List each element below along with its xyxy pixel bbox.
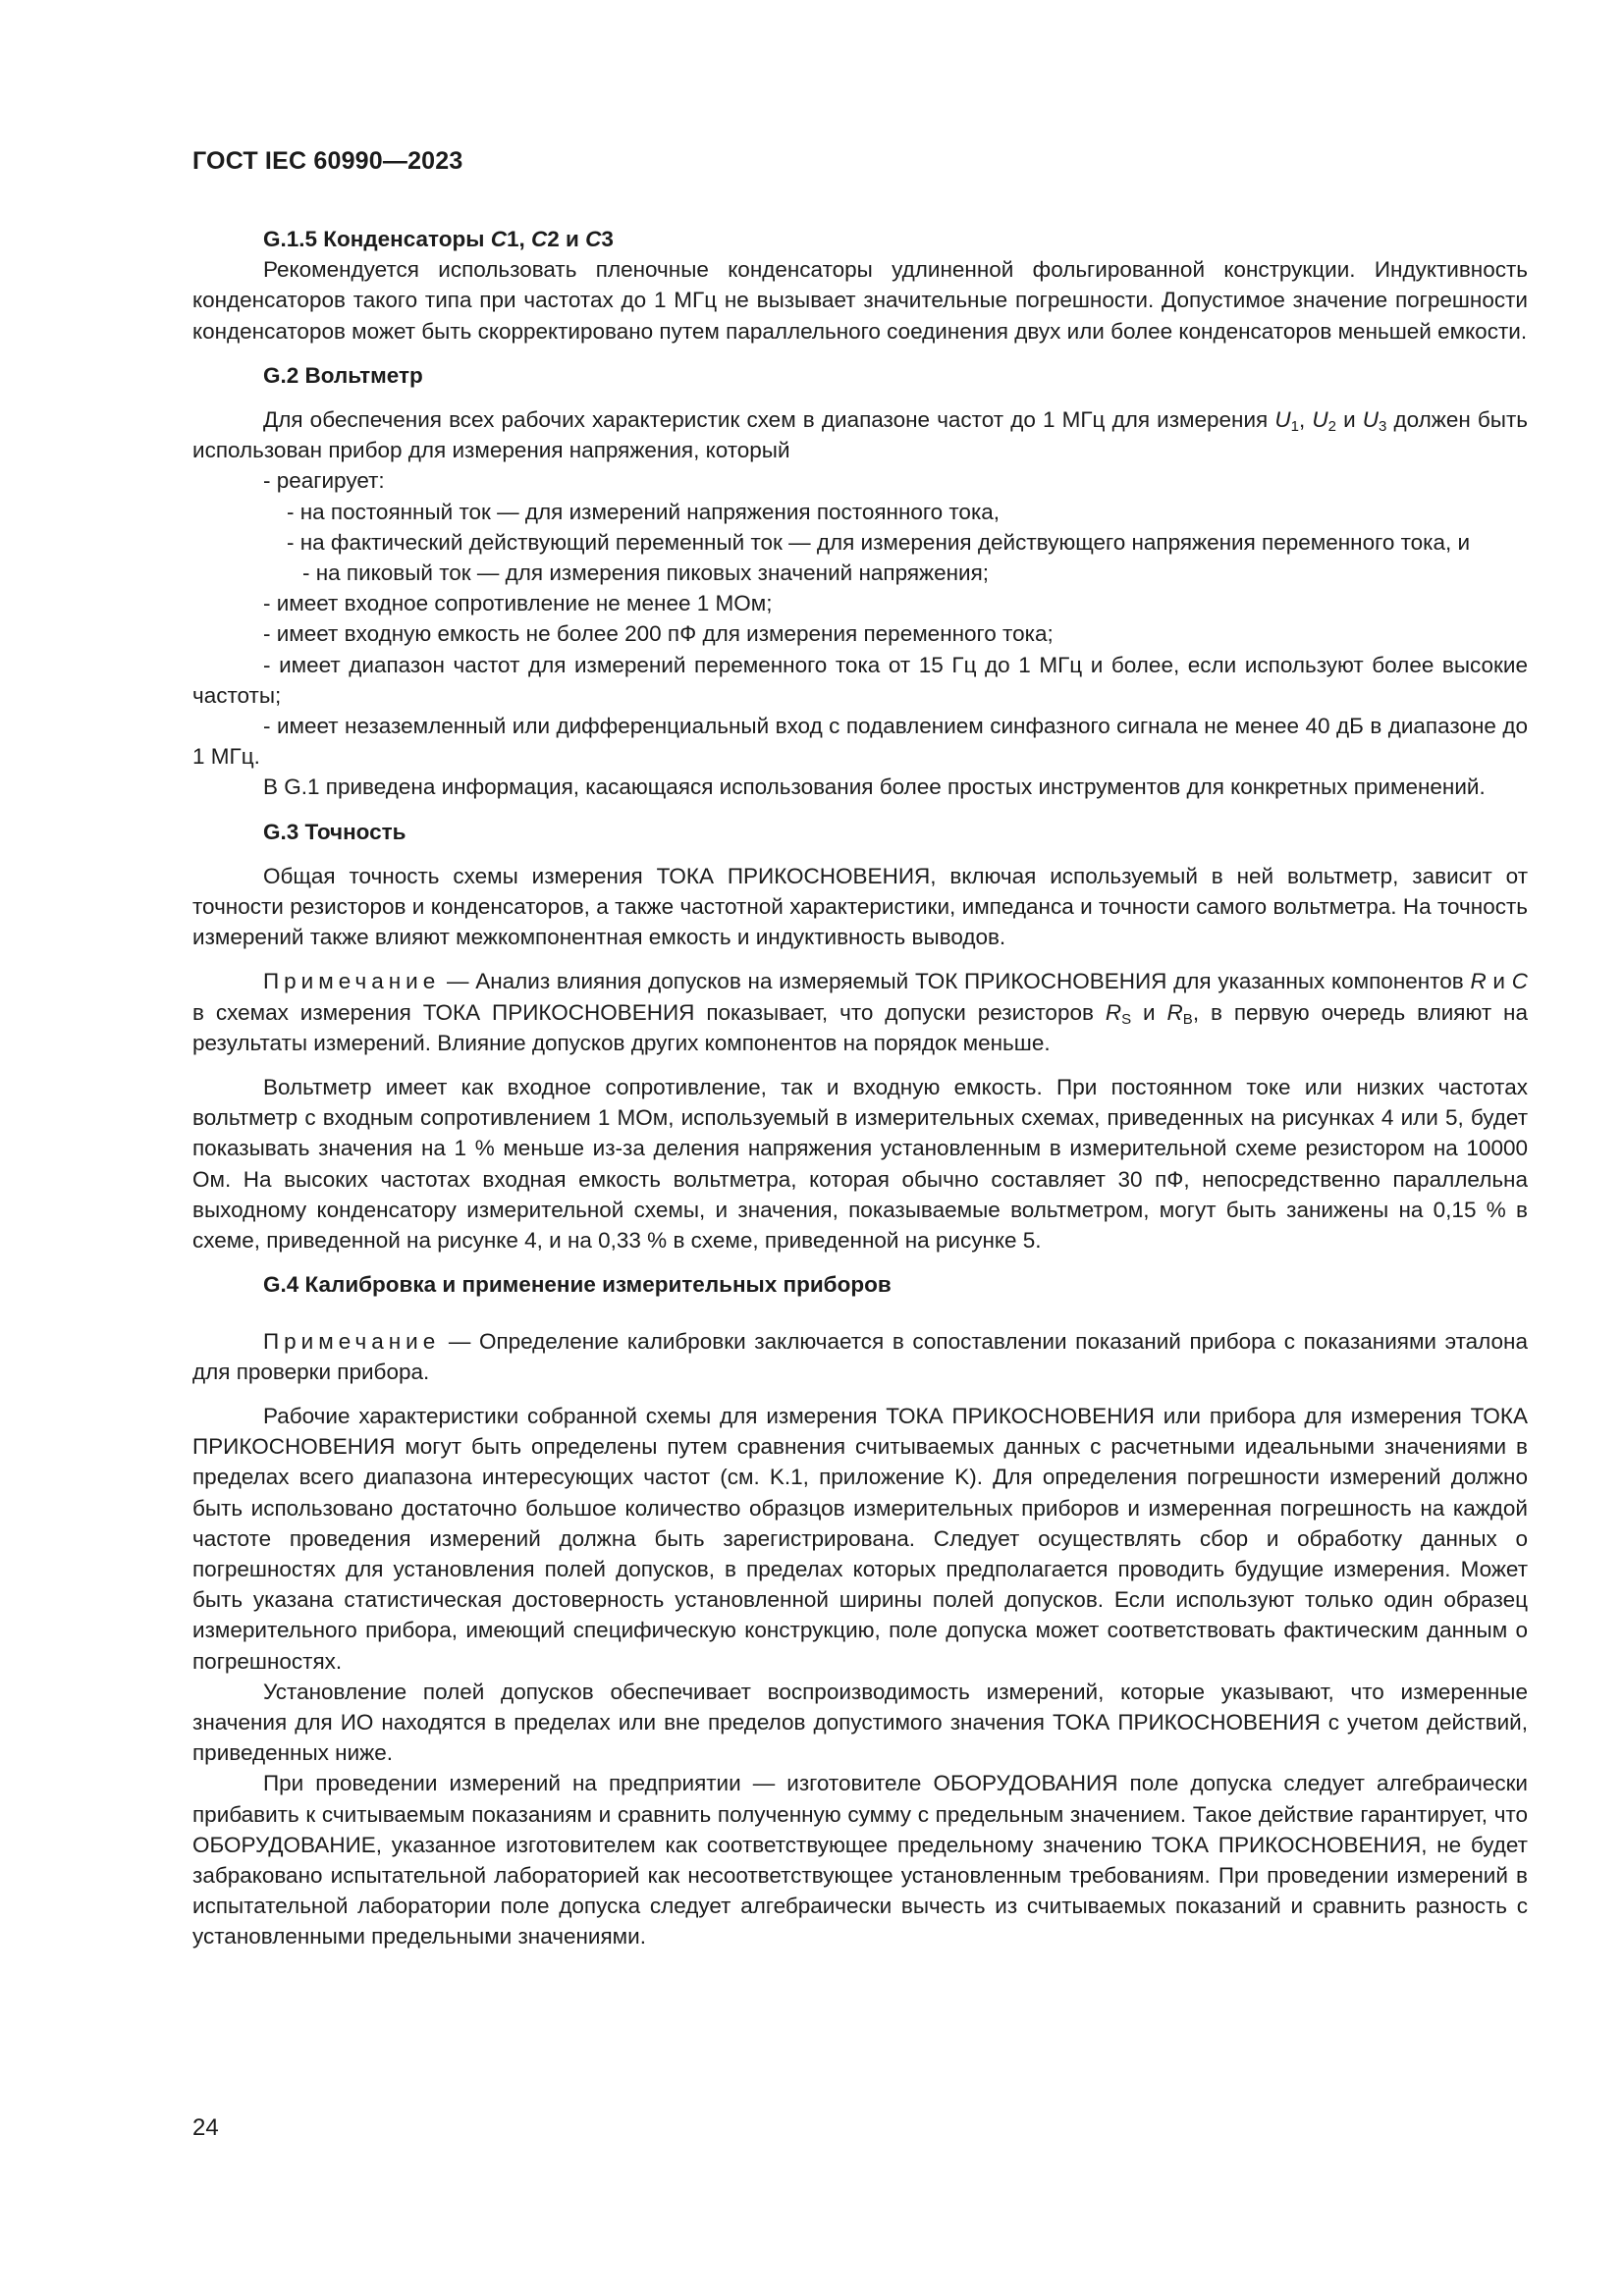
paragraph: Общая точность схемы измерения ТОКА ПРИКОСНОВЕНИЯ, включая используемый в ней вольтметр, зависит от точности резисторов и конденсаторов, а также частотной характеристики, импеданса и точности самого вольтметра. На точность измерений также влияют межкомпонентная емкость и индуктивность выводов.	[192, 863, 1528, 950]
paragraph: Вольтметр имеет как входное сопротивление, так и входную емкость. При постоянном токе или низких частотах вольтметр с входным сопротивлением 1 МОм, используемый в измерительных схемах, приведенных на рисунках 4 или 5, будет показывать значения на 1 % меньше из-за деления напряжения установленным в измерительной схеме резистором на 10000 Ом. На высоких частотах входная емкость вольтметра, которая обычно составляет 30 пФ, непосредственно параллельна выходному конденсатору измерительной схемы, и значения, показываемые вольтметром, могут быть занижены на 0,15 % в схеме, приведенной на рисунке 4, и на 0,33 % в схеме, приведенной на рисунке 5.	[192, 1075, 1528, 1254]
section-heading-g2: G.2 Вольтметр	[263, 362, 423, 388]
note: Примечание — Анализ влияния допусков на измеряемый ТОК ПРИКОСНОВЕНИЯ для указанных компонентов R и C в схемах измерения ТОКА ПРИКОСНОВЕНИЯ показывает, что допуски резисторов $R_S$ и $R_B$, в первую очередь влияют на результаты измерений. Влияние допусков других компонентов на порядок меньше.	[192, 969, 1528, 1055]
paragraph: В G.1 приведена информация, касающаяся использования более простых инструментов для конкретных применений.	[263, 774, 1486, 800]
section-heading-g4: G.4 Калибровка и применение измерительных приборов	[263, 1272, 892, 1298]
note: Примечание — Определение калибровки заключается в сопоставлении показаний прибора с показаниями эталона для проверки прибора.	[192, 1328, 1528, 1384]
paragraph: Рабочие характеристики собранной схемы для измерения ТОКА ПРИКОСНОВЕНИЯ или прибора для измерения ТОКА ПРИКОСНОВЕНИЯ могут быть определены путем сравнения считываемых данных с расчетными идеальными значениями в пределах всего диапазона интересующих частот (см. K.1, приложение K). Для определения погрешности измерений должно быть использовано достаточно большое количество образцов измерительных приборов и измеренная погрешность на каждой частоте проведения измерений должна быть зарегистрирована. Следует осуществлять сбор и обработку данных о погрешностях для установления полей допусков, в пределах которых предполагается проводить будущие измерения. Может быть указана статистическая достоверность установленной ширины полей допусков. Если используют только один образец измерительного прибора, имеющий специфическую конструкцию, поле допуска может соответствовать фактическим данным о погрешностях.	[192, 1403, 1528, 1674]
page-number: 24	[192, 2114, 219, 2141]
list-item: - имеет диапазон частот для измерений переменного тока от 15 Гц до 1 МГц и более, если используют более высокие частоты;	[192, 652, 1528, 708]
paragraph: Рекомендуется использовать пленочные конденсаторы удлиненной фольгированной конструкции. Индуктивность конденсаторов такого типа при частотах до 1 МГц не вызывает значительные погрешности. Допустимое значение погрешности конденсаторов может быть скорректировано путем параллельного соединения двух или более конденсаторов меньшей емкости.	[192, 257, 1528, 344]
list-item: - имеет входное сопротивление не менее 1 МОм;	[263, 591, 773, 616]
list-item: - имеет незаземленный или дифференциальный вход с подавлением синфазного сигнала не менее 40 дБ в диапазоне до 1 МГц.	[192, 714, 1528, 770]
document-header: ГОСТ IEC 60990—2023	[192, 147, 463, 175]
paragraph: Для обеспечения всех рабочих характеристик схем в диапазоне частот до 1 МГц для измерения $U_1$, $U_2$ и $U_3$ должен быть использован прибор для измерения напряжения, который	[192, 407, 1528, 463]
list-item: - на пиковый ток — для измерения пиковых значений напряжения;	[302, 561, 990, 586]
list-item: - реагирует:	[263, 468, 385, 494]
document-body	[192, 224, 1528, 1952]
section-heading-g3: G.3 Точность	[263, 819, 406, 844]
list-item: - на фактический действующий переменный ток — для измерения действующего напряжения переменного тока, и	[287, 529, 1471, 555]
section-heading-g15: G.1.5 Конденсаторы C1, C2 и C3	[263, 227, 614, 251]
paragraph: Установление полей допусков обеспечивает воспроизводимость измерений, которые указывают, что измеренные значения для ИО находятся в пределах или вне пределов допустимого значения ТОКА ПРИКОСНОВЕНИЯ с учетом действий, приведенных ниже.	[192, 1679, 1528, 1766]
paragraph: При проведении измерений на предприятии — изготовителе ОБОРУДОВАНИЯ поле допуска следует алгебраически прибавить к считываемым показаниям и сравнить полученную сумму с предельным значением. Такое действие гарантирует, что ОБОРУДОВАНИЕ, указанное изготовителем как соответствующее предельному значению ТОКА ПРИКОСНОВЕНИЯ, не будет забраковано испытательной лабораторией как несоответствующее установленным требованиям. При проведении измерений в испытательной лаборатории поле допуска следует алгебраически вычесть из считываемых показаний и сравнить разность с установленными предельными значениями.	[192, 1771, 1528, 1949]
list-item: - на постоянный ток — для измерений напряжения постоянного тока,	[287, 499, 1001, 524]
list-item: - имеет входную емкость не более 200 пФ для измерения переменного тока;	[263, 621, 1054, 647]
